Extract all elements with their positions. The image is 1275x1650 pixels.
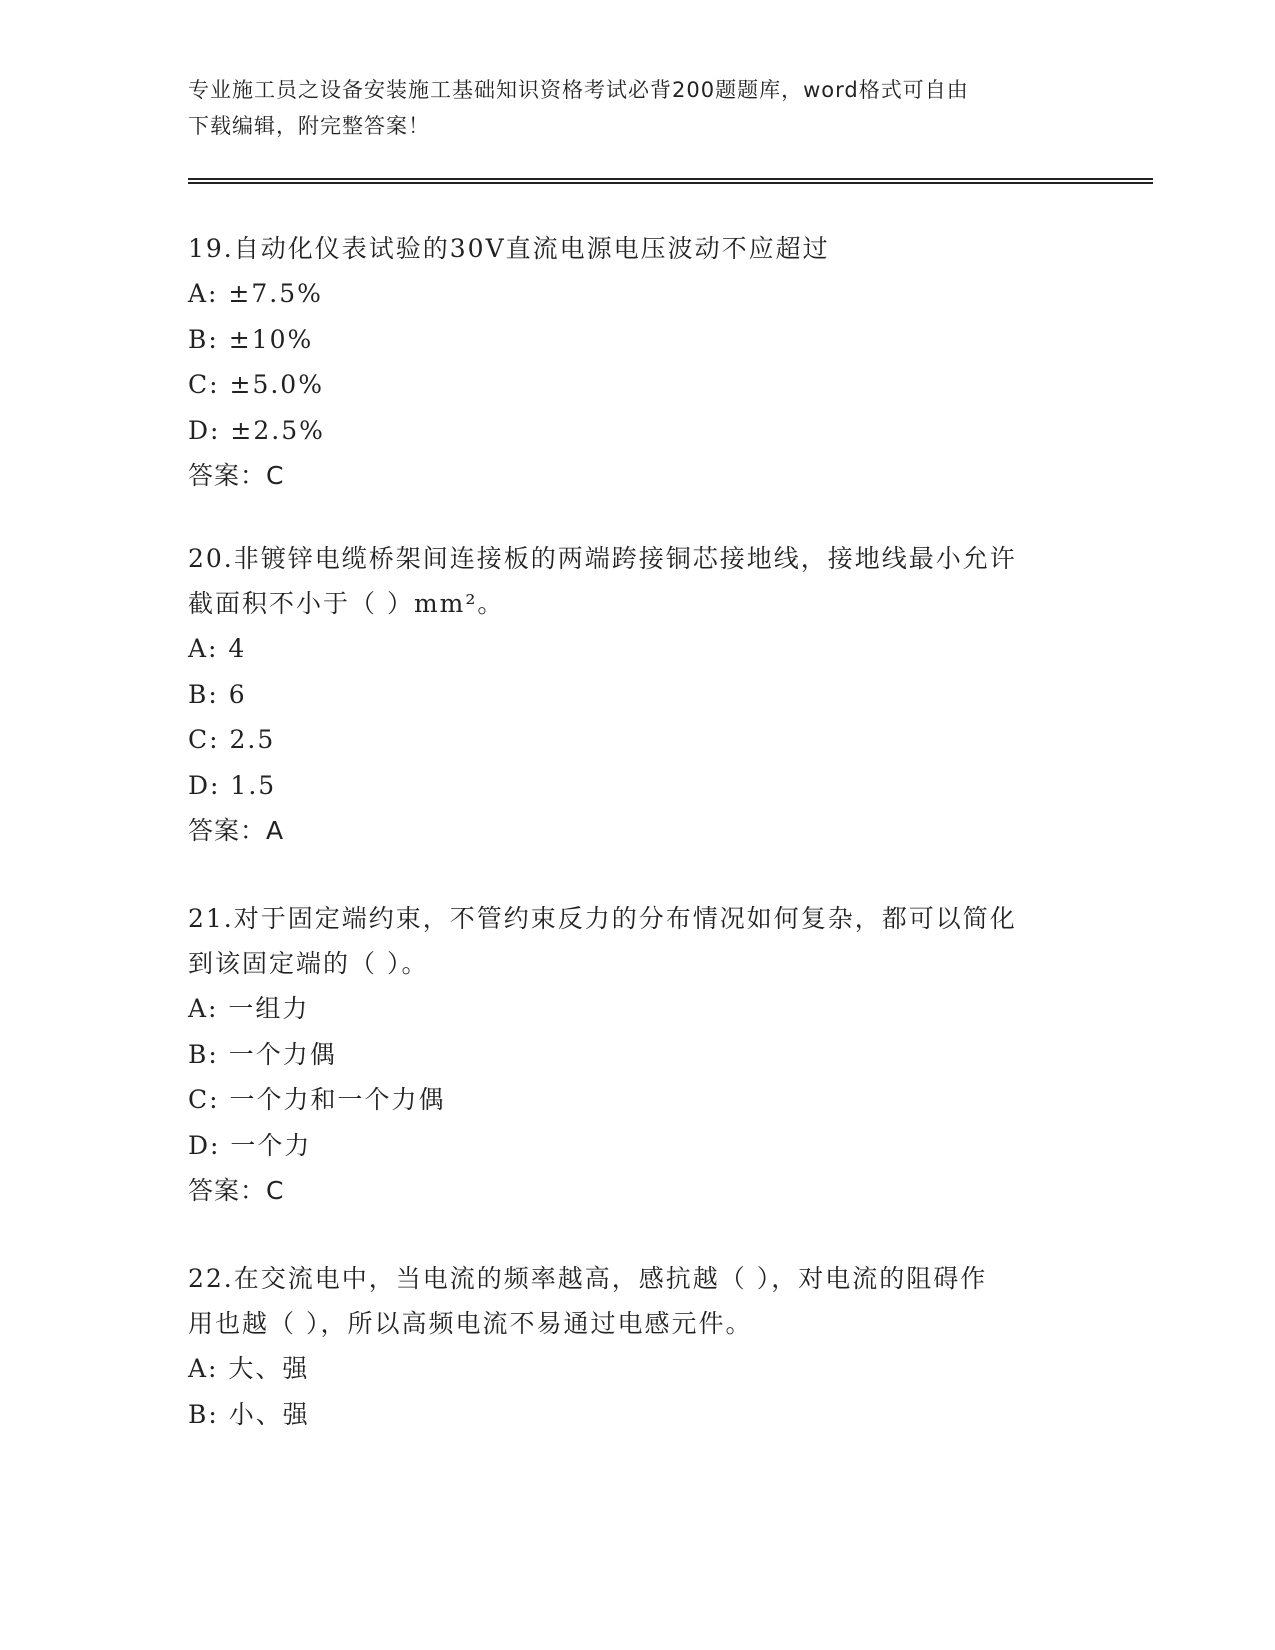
header-title-line-1: 专业施工员之设备安装施工基础知识资格考试必背200题题库，word格式可自由 <box>188 78 969 102</box>
option-b: B: 小、强 <box>188 1399 310 1429</box>
question-stem <box>188 226 1088 271</box>
option-list <box>188 1346 1088 1437</box>
header-divider <box>188 178 1153 184</box>
question-stem-line: 21.对于固定端约束，不管约束反力的分布情况如何复杂，都可以简化 <box>188 904 1017 933</box>
answer: 答案：C <box>188 461 285 490</box>
question-stem-line: 22.在交流电中，当电流的频率越高，感抗越（ ），对电流的阻碍作 <box>188 1264 988 1293</box>
option-b: B: ±10% <box>188 324 314 354</box>
question-stem-line: 到该固定端的（ ）。 <box>188 949 429 978</box>
question-stem <box>188 1256 1088 1346</box>
option-c: C: ±5.0% <box>188 370 324 399</box>
option-d: D: 一个力 <box>188 1130 312 1160</box>
answer: 答案：A <box>188 816 285 845</box>
option-b: B: 6 <box>188 679 247 709</box>
option-c: C: 2.5 <box>188 725 276 754</box>
option-a: A: 4 <box>188 634 247 663</box>
question-stem <box>188 896 1088 986</box>
option-list <box>188 986 1088 1168</box>
question-stem-line: 19.自动化仪表试验的30V直流电源电压波动不应超过 <box>188 234 830 263</box>
document-header <box>188 72 1068 144</box>
option-d: D: 1.5 <box>188 770 277 800</box>
option-list <box>188 271 1088 453</box>
option-c: C: 一个力和一个力偶 <box>188 1085 446 1114</box>
header-title-line-2: 下载编辑，附完整答案！ <box>188 114 430 138</box>
option-d: D: ±2.5% <box>188 415 325 445</box>
question-21 <box>188 896 1088 1213</box>
question-22 <box>188 1256 1088 1437</box>
option-a: A: 大、强 <box>188 1354 310 1383</box>
option-b: B: 一个力偶 <box>188 1039 337 1069</box>
question-stem <box>188 536 1088 626</box>
answer: 答案：C <box>188 1176 285 1205</box>
question-stem-line: 20.非镀锌电缆桥架间连接板的两端跨接铜芯接地线，接地线最小允许 <box>188 544 1017 573</box>
question-stem-line: 截面积不小于（ ）mm²。 <box>188 589 505 618</box>
option-a: A: 一组力 <box>188 994 310 1023</box>
question-19 <box>188 226 1088 498</box>
question-stem-line: 用也越（ ），所以高频电流不易通过电感元件。 <box>188 1309 753 1338</box>
option-list <box>188 626 1088 808</box>
question-20 <box>188 536 1088 853</box>
option-a: A: ±7.5% <box>188 279 323 308</box>
